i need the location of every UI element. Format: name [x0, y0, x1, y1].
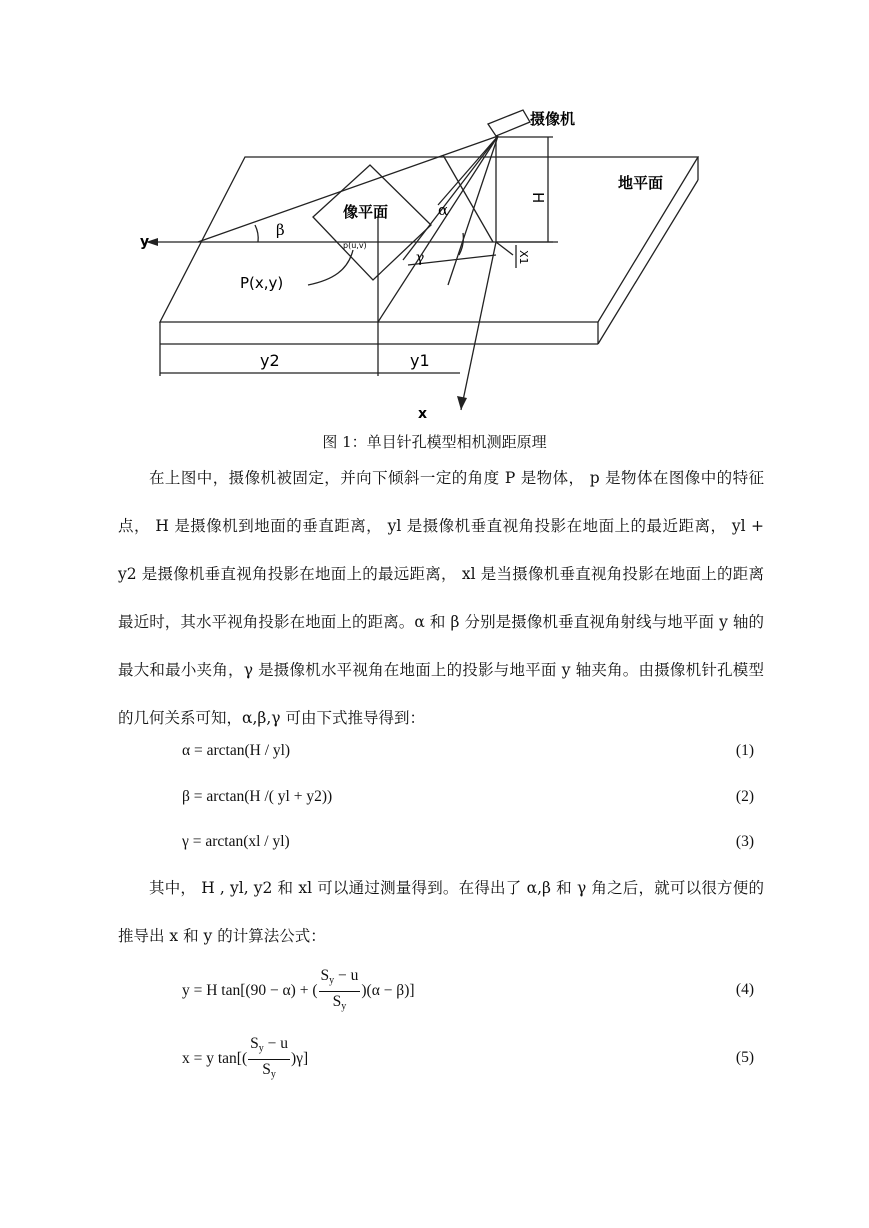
label-gamma: γ: [416, 250, 425, 266]
equation-2: [182, 788, 762, 812]
equation-4-fraction: [319, 966, 361, 1017]
label-x-axis: x: [418, 406, 428, 422]
paragraph-1: [118, 454, 764, 742]
eq5-den-sub: y: [270, 1069, 276, 1080]
equation-1-body: α = arctan(H / yl): [182, 742, 291, 759]
x-axis-line: [461, 242, 496, 410]
label-y2: y2: [260, 351, 280, 370]
eq4-den-sub: y: [341, 1001, 347, 1012]
paragraph-2: [118, 864, 764, 960]
label-ground: 地平面: [618, 174, 664, 192]
eq4-num-rest: − u: [334, 967, 359, 984]
equation-4: [182, 966, 762, 1016]
equation-4-number: (4): [735, 981, 754, 998]
equation-4-rhs: )(α − β)]: [361, 982, 415, 1000]
label-x1: X1: [517, 250, 530, 265]
figure-caption: 图 1：单目针孔模型相机测距原理: [322, 433, 547, 451]
eq5-num-s: S: [250, 1035, 259, 1052]
equation-2-body: β = arctan(H /( yl + y2)): [182, 788, 333, 805]
label-p: p(u,v): [343, 241, 367, 250]
label-y1: y1: [410, 351, 430, 370]
label-H: H: [529, 192, 547, 204]
equation-3: [182, 833, 762, 857]
equation-3-body: γ = arctan(xl / yl): [182, 833, 290, 850]
label-camera: 摄像机: [530, 110, 576, 128]
label-y-axis: y: [140, 234, 150, 250]
label-P: P(x,y): [240, 274, 284, 292]
equation-2-number: (2): [735, 788, 754, 805]
equation-1: [182, 742, 762, 766]
paragraph-1-text: 在上图中，摄像机被固定，并向下倾斜一定的角度 P 是物体， p 是物体在图像中的特征点， H 是摄像机到地面的垂直距离， yl 是摄像机垂直视角投影在地面上的最近距离， yl + y2 是摄像机垂直视角投影在地面上的最远距离， xl 是当摄像机垂直视角投影在地面上的距离最近时，其水平视角投影在地面上的距离。α 和 β 分别是摄像机垂直视角射线与地平面 y 轴的最大和最小夹角，γ 是摄像机水平视角在地面上的投影与地平面 y 轴夹角。由摄像机针孔模型的几何关系可知，α,β,γ 可由下式推导得到：: [118, 469, 764, 727]
equation-5-lhs: x = y tan[(: [182, 1050, 248, 1068]
equation-5-fraction: [248, 1034, 290, 1085]
figure-diagram: [138, 100, 768, 425]
equation-5: [182, 1034, 762, 1084]
equation-5-rhs: )γ]: [291, 1050, 309, 1068]
equation-4-body: [182, 966, 415, 1017]
equation-3-number: (3): [735, 833, 754, 850]
label-beta: β: [276, 221, 285, 239]
image-plane: [313, 165, 431, 280]
eq4-num-sub: y: [329, 975, 335, 986]
equation-5-body: [182, 1034, 308, 1085]
eq4-den-s: S: [332, 993, 342, 1010]
equation-1-number: (1): [735, 742, 754, 759]
label-alpha: α: [438, 201, 449, 219]
eq5-num-rest: − u: [263, 1035, 289, 1052]
eq5-den-s: S: [262, 1061, 271, 1078]
figure-camera-ranging: [138, 100, 768, 425]
camera-box: [488, 110, 530, 136]
label-image-plane: 像平面: [343, 203, 389, 221]
equation-5-number: (5): [735, 1049, 754, 1066]
eq4-num-s: S: [320, 967, 330, 984]
eq5-num-sub: y: [258, 1043, 264, 1054]
paragraph-2-text: 其中， H , yl, y2 和 xl 可以通过测量得到。在得出了 α,β 和 γ 角之后，就可以很方便的推导出 x 和 y 的计算法公式：: [118, 879, 764, 945]
equation-4-lhs: y = H tan[(90 − α) + (: [182, 982, 318, 1000]
